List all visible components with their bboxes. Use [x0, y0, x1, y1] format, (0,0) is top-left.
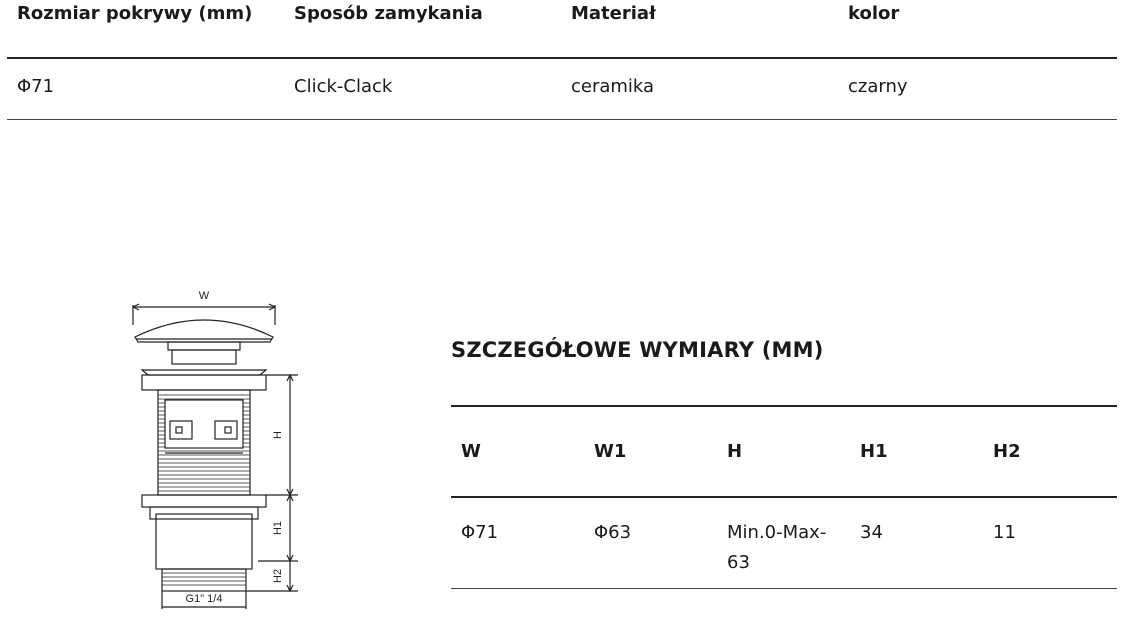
dim-value-w: Φ71 — [461, 522, 499, 543]
dimension-label-h: H — [272, 431, 284, 439]
spec-header-closing-method: Sposób zamykania — [294, 3, 483, 24]
dimension-label-h1: H1 — [272, 520, 284, 536]
dimension-label-thread: G1" 1/4 — [185, 593, 223, 605]
spec-table — [7, 0, 1117, 120]
spec-header-cover-size: Rozmiar pokrywy (mm) — [17, 3, 253, 24]
spec-value-closing-method: Click-Clack — [294, 75, 393, 97]
technical-drawing — [120, 285, 310, 610]
dimensions-table-row — [451, 498, 1117, 589]
spec-value-cover-size: Φ71 — [17, 75, 55, 97]
dimensions-title: SZCZEGÓŁOWE WYMIARY (MM) — [451, 338, 824, 362]
dim-value-h: Min.0-Max-63 — [727, 522, 827, 573]
dim-value-w1: Φ63 — [594, 522, 632, 543]
dimension-label-w: W — [198, 290, 210, 302]
dim-header-h: H — [727, 441, 743, 462]
dim-header-h2: H2 — [993, 441, 1021, 462]
dimensions-table — [451, 405, 1117, 589]
spec-header-material: Materiał — [571, 3, 656, 24]
drain-plug-diagram — [120, 285, 310, 610]
spec-table-header — [7, 0, 1117, 59]
dimensions-table-header — [451, 405, 1117, 498]
spec-table-row — [7, 59, 1117, 120]
dim-value-h2: 11 — [993, 522, 1016, 543]
spec-value-material: ceramika — [571, 75, 655, 97]
dimension-label-h2: H2 — [272, 568, 284, 584]
spec-header-color: kolor — [848, 3, 900, 24]
dim-value-h1: 34 — [860, 522, 883, 543]
dim-header-w: W — [461, 441, 481, 462]
dim-header-h1: H1 — [860, 441, 888, 462]
dim-header-w1: W1 — [594, 441, 627, 462]
spec-value-color: czarny — [848, 75, 908, 97]
